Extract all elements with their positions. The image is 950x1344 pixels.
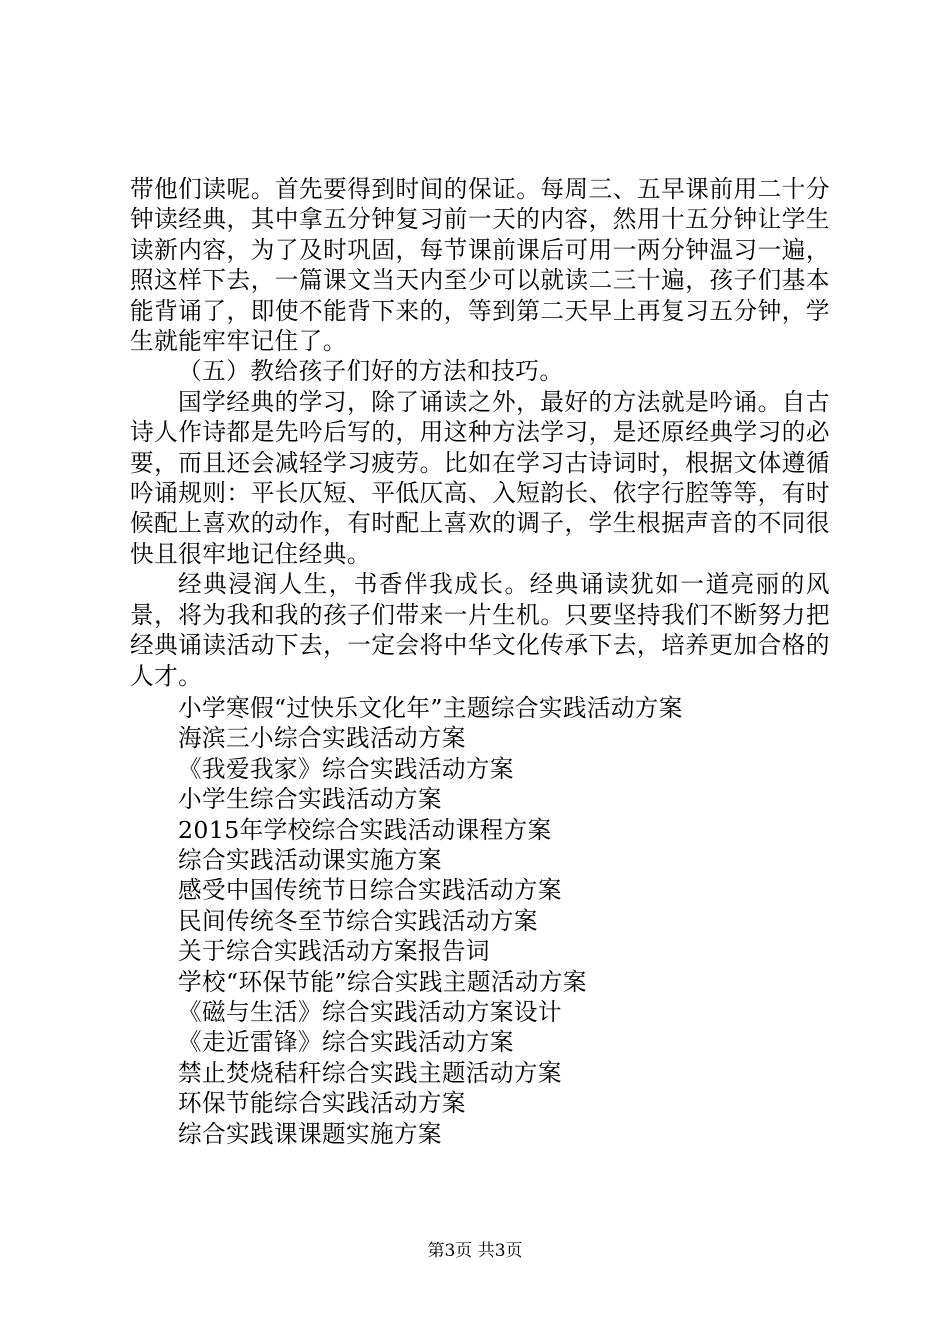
paragraph-conclusion: 经典浸润人生，书香伴我成长。经典诵读犹如一道亮丽的风景，将为我和我的孩子们带来一片生机。只要坚持我们不断努力把经典诵读活动下去，一定会将中华文化传承下去，培养更加合格的人才。 <box>130 570 830 690</box>
page-footer: 第3页 共3页 <box>427 1241 523 1261</box>
list-item: 民间传统冬至节综合实践活动方案 <box>178 906 538 935</box>
list-item: 环保节能综合实践活动方案 <box>178 1089 466 1118</box>
list-item: 综合实践课课题实施方案 <box>178 1119 442 1148</box>
list-item: 海滨三小综合实践活动方案 <box>178 724 466 753</box>
section-heading: （五）教给孩子们好的方法和技巧。 <box>178 357 564 386</box>
list-item: 《磁与生活》综合实践活动方案设计 <box>178 998 562 1027</box>
paragraph-method: 国学经典的学习，除了诵读之外，最好的方法就是吟诵。自古诗人作诗都是先吟后写的，用这种方法学习，是还原经典学习的必要，而且还会减轻学习疲劳。比如在学习古诗词时，根据文体遵循吟诵规则：平长仄短、平低仄高、入短韵长、依字行腔等等，有时候配上喜欢的动作，有时配上喜欢的调子，学生根据声音的不同很快且很牢地记住经典。 <box>130 387 830 568</box>
paragraph-continuation: 带他们读呢。首先要得到时间的保证。每周三、五早课前用二十分钟读经典，其中拿五分钟复习前一天的内容，然用十五分钟让学生读新内容，为了及时巩固，每节课前课后可用一两分钟温习一遍，照这样下去，一篇课文当天内至少可以就读二三十遍，孩子们基本能背诵了，即使不能背下来的，等到第二天早上再复习五分钟，学生就能牢牢记住了。 <box>130 175 830 356</box>
list-item: 禁止焚烧秸秆综合实践主题活动方案 <box>178 1058 562 1087</box>
body-text <box>130 174 830 691</box>
list-item: 关于综合实践活动方案报告词 <box>178 937 490 966</box>
list-item: 《我爱我家》综合实践活动方案 <box>178 754 514 783</box>
list-item: 综合实践活动课实施方案 <box>178 846 442 875</box>
list-item: 小学生综合实践活动方案 <box>178 785 442 814</box>
list-item: 感受中国传统节日综合实践活动方案 <box>178 876 562 905</box>
list-item: 学校“环保节能”综合实践主题活动方案 <box>178 967 587 996</box>
list-item: 2015年学校综合实践活动课程方案 <box>178 815 552 844</box>
related-titles-list <box>178 693 828 1149</box>
list-item: 小学寒假“过快乐文化年”主题综合实践活动方案 <box>178 694 683 722</box>
list-item: 《走近雷锋》综合实践活动方案 <box>178 1028 514 1057</box>
